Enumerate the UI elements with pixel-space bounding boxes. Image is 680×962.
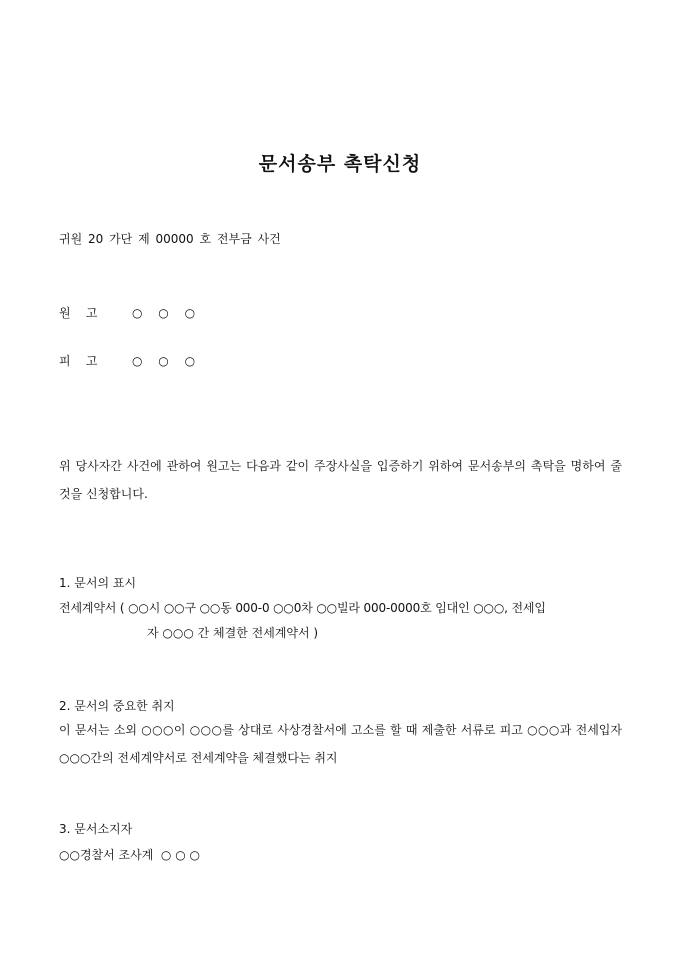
document-title: 문서송부 촉탁신청 xyxy=(258,153,422,175)
plaintiff-label: 원 고 xyxy=(59,306,98,320)
section-2-heading: 2. 문서의 중요한 취지 xyxy=(59,699,175,713)
section-1-heading: 1. 문서의 표시 xyxy=(59,576,137,590)
plaintiff-value: ○ ○ ○ xyxy=(132,306,196,320)
defendant-value: ○ ○ ○ xyxy=(132,354,196,368)
section-3-body: ○○경찰서 조사계 ○ ○ ○ xyxy=(59,848,200,862)
case-reference: 귀원 20 가단 제 00000 호 전부금 사건 xyxy=(59,232,281,246)
section-3-heading: 3. 문서소지자 xyxy=(59,822,133,836)
section-2-body: 이 문서는 소외 ○○○이 ○○○를 상대로 사상경찰서에 고소를 할 때 제출한 서류로 피고 ○○○과 전세입자 ○○○간의 전세계약서로 전세계약을 체결했다는 취지 xyxy=(59,723,622,765)
intro-paragraph: 위 당사자간 사건에 관하여 원고는 다음과 같이 주장사실을 입증하기 위하여 문서송부의 촉탁을 명하여 줄 것을 신청합니다. xyxy=(59,459,622,501)
defendant-label: 피 고 xyxy=(59,354,98,368)
section-1-body-line-1: 전세계약서 ( ○○시 ○○구 ○○동 000-0 ○○0차 ○○빌라 000-0000호 임대인 ○○○, 전세입 xyxy=(59,601,546,615)
section-1-body-line-2: 자 ○○○ 간 체결한 전세계약서 ) xyxy=(147,626,319,640)
